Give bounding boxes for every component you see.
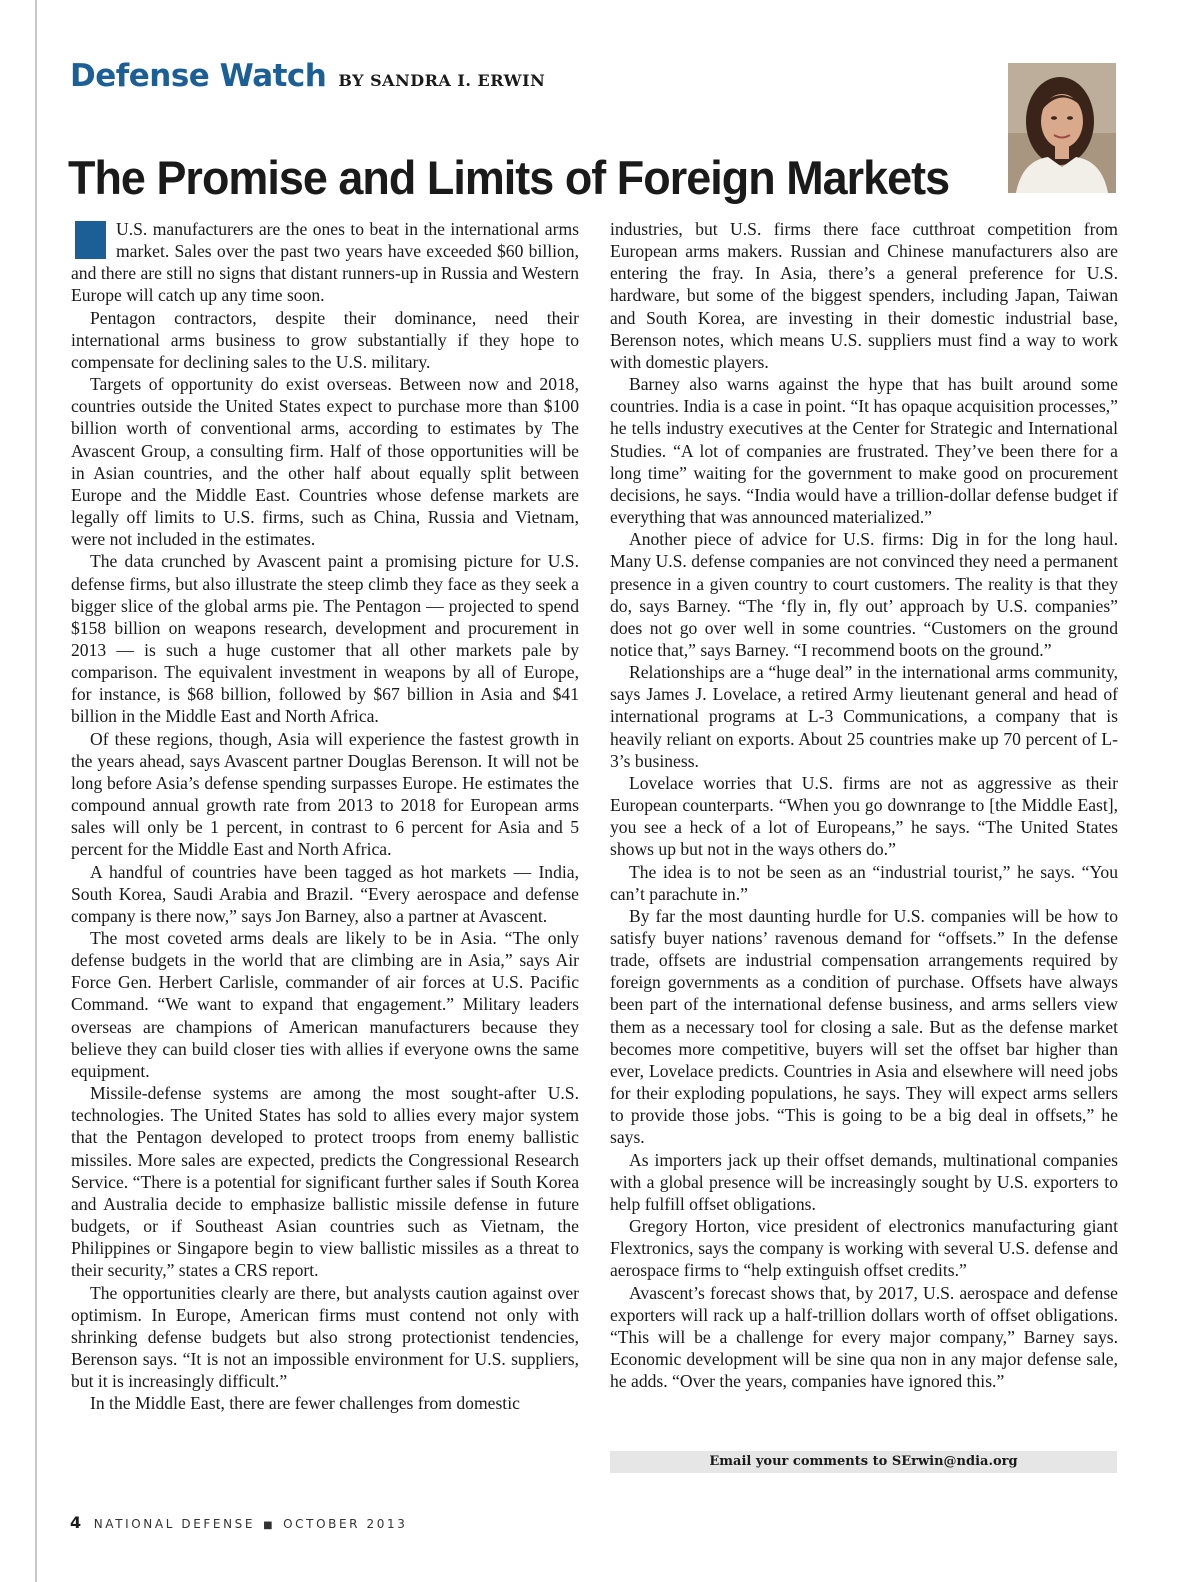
- email-prefix: Email your comments to: [709, 1454, 888, 1469]
- paragraph: The opportunities clearly are there, but analysts caution against over optimism. In Europe, American firms must contend not only with shrinking defense budgets but also strong protectionist tendencies, Berenson says. “It is not an impossible environment for U.S. suppliers, but it is increasingly difficult.”: [71, 1282, 579, 1392]
- page-spine-rule: [35, 0, 37, 1582]
- paragraph: Barney also warns against the hype that has built around some countries. India is a case in point. “It has opaque acquisition processes,” he tells industry executives at the Center for Strategic and International Studies. “A lot of companies are frustrated. They’ve been there for a long time” waiting for the government to make good on procurement decisions, he says. “India would have a trillion-dollar defense budget if everything that was announced materialized.”: [610, 374, 1118, 528]
- footer-separator-icon: ■: [263, 1520, 276, 1531]
- author-portrait-image: [1008, 63, 1116, 193]
- paragraph: Lovelace worries that U.S. firms are not as aggressive as their European counterparts. “When you go downrange to [the Middle East], you see a heck of a lot of Europeans,” he says. “The United States shows up but not in the ways others do.”: [610, 772, 1118, 860]
- paragraph: Targets of opportunity do exist overseas. Between now and 2018, countries outside the United States expect to purchase more than $100 billion worth of conventional arms, according to estimates by The Avascent Group, a consulting firm. Half of those opportunities will be in Asian countries, and the other half about equally split between Europe and the Middle East. Countries whose defense markets are legally off limits to U.S. firms, such as China, Russia and Vietnam, were not included in the estimates.: [71, 374, 579, 550]
- paragraph: industries, but U.S. firms there face cutthroat competition from European arms makers. Russian and Chinese manufacturers also are entering the fray. In Asia, there’s a general preference for U.S. hardware, but some of the biggest spenders, including Japan, Taiwan and South Korea, are investing in their domestic industrial base, Berenson notes, which means U.S. suppliers must find a way to work with domestic players.: [610, 219, 1118, 372]
- left-column: [71, 218, 579, 1414]
- column-header: [70, 58, 545, 94]
- article-headline: The Promise and Limits of Foreign Markets: [68, 151, 950, 204]
- paragraph: Of these regions, though, Asia will experience the fastest growth in the years ahead, says Avascent partner Douglas Berenson. It will not be long before Asia’s defense spending surpasses Europe. He estimates the compound annual growth rate from 2013 to 2018 for European arms sales will only be 1 percent, in contrast to 6 percent for Asia and 5 percent for the Middle East and North Africa.: [71, 728, 579, 860]
- paragraph: Avascent’s forecast shows that, by 2017, U.S. aerospace and defense exporters will rack up a half-trillion dollars worth of offset obligations. “This will be a challenge for every major company,” Barney says. Economic development will be sine qua non in any major defense sale, he adds. “Over the years, companies have ignored this.”: [610, 1282, 1118, 1392]
- email-address-link[interactable]: SErwin@ndia.org: [891, 1454, 1018, 1469]
- paragraph: Gregory Horton, vice president of electronics manufacturing giant Flextronics, says the company is working with several U.S. defense and aerospace firms to “help extinguish offset credits.”: [610, 1216, 1118, 1281]
- paragraph: A handful of countries have been tagged as hot markets — India, South Korea, Saudi Arabia and Brazil. “Every aerospace and defense company is there now,” says Jon Barney, also a partner at Avascent.: [71, 861, 579, 926]
- drop-cap-square: [75, 221, 106, 259]
- paragraph: The data crunched by Avascent paint a promising picture for U.S. defense firms, but also illustrate the steep climb they face as they seek a bigger slice of the global arms pie. The Pentagon — projected to spend $158 billion on weapons research, development and procurement in 2013 — is such a huge customer that all other markets pale by comparison. The equivalent investment in weapons by all of Europe, for instance, is $68 billion, followed by $67 billion in Asia and $41 billion in the Middle East and North Africa.: [71, 551, 579, 727]
- author-photo: [1008, 63, 1116, 193]
- paragraph-text: U.S. manufacturers are the ones to beat in the international arms market. Sales over the past two years have exceeded $60 billion, and there are still no signs that distant runners-up in Russia and Western Europe will catch up any time soon.: [71, 219, 579, 306]
- section-title: Defense Watch: [70, 58, 327, 94]
- paragraph: [71, 218, 579, 307]
- page-number: 4: [70, 1513, 84, 1532]
- paragraph: The most coveted arms deals are likely to be in Asia. “The only defense budgets in the world that are climbing are in Asia,” says Air Force Gen. Herbert Carlisle, commander of air forces at U.S. Pacific Command. “We want to expand that engagement.” Military leaders overseas are champions of American manufacturers because they believe they can build closer ties with allies if everyone owns the same equipment.: [71, 928, 579, 1081]
- paragraph: The idea is to not be seen as an “industrial tourist,” he says. “You can’t parachute in.”: [610, 861, 1118, 904]
- paragraph: As importers jack up their offset demands, multinational companies with a global presence will be increasingly sought by U.S. exporters to help fulfill offset obligations.: [610, 1149, 1118, 1214]
- issue-date: OCTOBER 2013: [283, 1517, 408, 1531]
- page-footer: [70, 1513, 407, 1532]
- paragraph: In the Middle East, there are fewer challenges from domestic: [90, 1393, 520, 1414]
- paragraph: By far the most daunting hurdle for U.S. companies will be how to satisfy buyer nations’ ravenous demand for “offsets.” In the defense trade, offsets are industrial compensation arrangements required by foreign governments as a condition of purchase. Offsets have always been part of the international defense business, and arms sellers view them as a necessary tool for closing a sale. But as the defense market becomes more competitive, buyers will set the offset bar higher than ever, Lovelace predicts. Countries in Asia and elsewhere will need jobs for their exploding populations, he says. They will expect arms sellers to provide those jobs. “This is going to be a big deal in offsets,” he says.: [610, 905, 1118, 1148]
- paragraph: Missile-defense systems are among the most sought-after U.S. technologies. The United States has sold to allies every major system that the Pentagon developed to protect troops from enemy ballistic missiles. More sales are expected, predicts the Congressional Research Service. “There is a potential for significant further sales if South Korea and Australia decide to emphasize ballistic missile defense in future budgets, or if Southeast Asian countries such as Vietnam, the Philippines or Singapore begin to view ballistic missiles as a threat to their security,” states a CRS report.: [71, 1083, 579, 1281]
- publication-name: NATIONAL DEFENSE: [93, 1517, 256, 1531]
- paragraph: Relationships are a “huge deal” in the international arms community, says James J. Lovelace, a retired Army lieutenant general and head of international programs at L-3 Communications, a company that is heavily reliant on exports. About 25 countries make up 70 percent of L-3’s business.: [610, 662, 1118, 771]
- paragraph: Another piece of advice for U.S. firms: Dig in for the long haul. Many U.S. defense companies are not convinced they need a permanent presence in a given country to court customers. The reality is that they do, says Barney. “The ‘fly in, fly out’ approach by U.S. companies” does not go over well in some countries. “Customers on the ground notice that,” says Barney. “I recommend boots on the ground.”: [610, 529, 1118, 660]
- right-column: [610, 218, 1118, 1392]
- paragraph: Pentagon contractors, despite their dominance, need their international arms business to grow substantially if they hope to compensate for declining sales to the U.S. military.: [71, 307, 579, 372]
- email-comments-bar: [610, 1451, 1117, 1473]
- byline: BY SANDRA I. ERWIN: [338, 71, 546, 90]
